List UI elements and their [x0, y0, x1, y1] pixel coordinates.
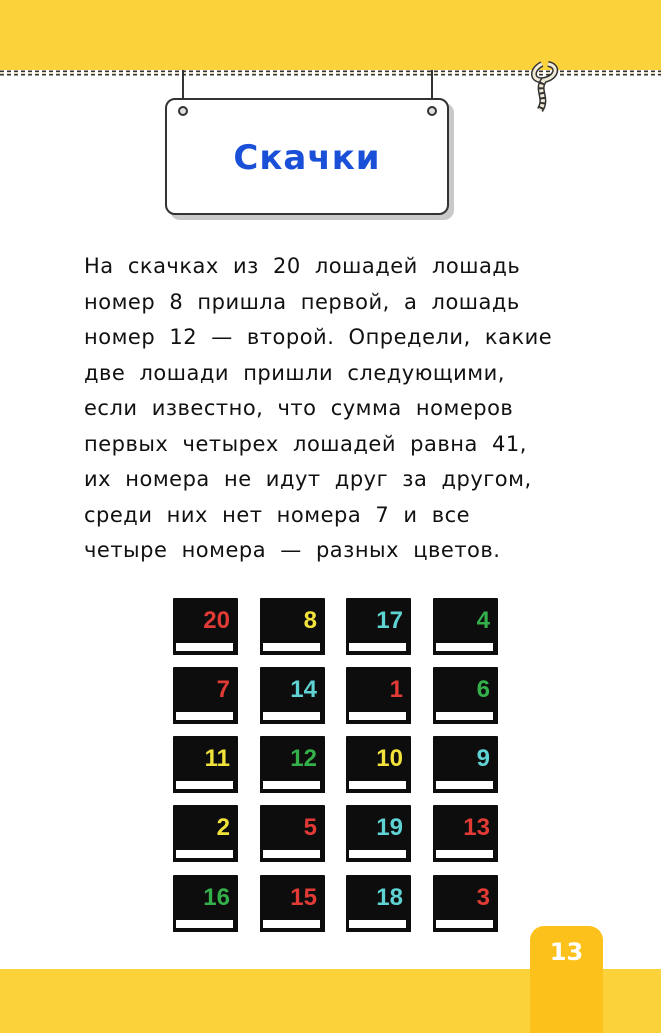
horse-tile [173, 805, 238, 862]
horse-tile [260, 736, 325, 793]
horse-tile [346, 805, 411, 862]
horse-tile [433, 667, 498, 724]
tile-face [433, 598, 498, 643]
tile-face [173, 736, 238, 781]
horse-number: 18 [376, 884, 403, 911]
page-number-tab [530, 926, 603, 1033]
horse-number: 13 [463, 814, 490, 841]
tile-face [260, 598, 325, 643]
horse-number: 3 [476, 884, 490, 911]
tile-face [346, 875, 411, 920]
tile-face [433, 875, 498, 920]
page-number: 13 [549, 938, 584, 966]
tile-base [433, 919, 498, 932]
horse-tile [173, 875, 238, 932]
horse-number: 15 [290, 884, 317, 911]
problem-text [84, 249, 584, 569]
tile-base [173, 642, 238, 655]
horse-tile [346, 736, 411, 793]
horse-tile [346, 875, 411, 932]
tile-face [433, 805, 498, 850]
horse-tile [173, 667, 238, 724]
tile-face [173, 667, 238, 712]
text-line: две лошади пришли следующими, [84, 360, 505, 385]
text-line: четыре номера — разных цветов. [84, 538, 501, 562]
sign-hole-right [427, 106, 437, 116]
tile-face [260, 875, 325, 920]
text-line: номер 12 — второй. Определи, какие [84, 325, 553, 349]
text-line: если известно, что сумма номеров [84, 396, 514, 420]
text-line: На скачках из 20 лошадей лошадь [84, 254, 521, 278]
horse-number: 4 [476, 607, 490, 634]
horse-number: 8 [303, 607, 317, 634]
horse-number: 7 [216, 676, 230, 703]
tile-base [346, 642, 411, 655]
tile-base [260, 849, 325, 862]
tile-base [433, 849, 498, 862]
horse-number: 1 [389, 676, 403, 703]
tile-base [346, 919, 411, 932]
tile-face [346, 805, 411, 850]
horse-number: 19 [376, 814, 403, 841]
horse-tile [260, 805, 325, 862]
text-line: их номера не идут друг за другом, [84, 467, 532, 491]
horse-number: 10 [376, 745, 403, 772]
horse-tile [260, 667, 325, 724]
horse-tile [260, 875, 325, 932]
horse-tile [173, 598, 238, 655]
horse-tile [260, 598, 325, 655]
sign-hole-left [178, 106, 188, 116]
title-sign [165, 98, 449, 215]
tile-base [173, 919, 238, 932]
tile-base [260, 711, 325, 724]
horse-number: 2 [216, 814, 230, 841]
horse-tile [433, 736, 498, 793]
horse-number: 16 [203, 884, 230, 911]
horse-number: 11 [204, 745, 230, 772]
tile-face [346, 598, 411, 643]
tile-face [260, 805, 325, 850]
horse-number: 17 [376, 607, 403, 634]
horse-tile [433, 875, 498, 932]
tile-base [173, 711, 238, 724]
horse-number: 14 [290, 676, 317, 703]
tile-base [260, 919, 325, 932]
text-line: среди них нет номера 7 и все [84, 502, 471, 527]
text-line: первых четырех лошадей равна 41, [84, 431, 527, 456]
page-title: Скачки [233, 138, 381, 178]
tile-face [260, 736, 325, 781]
tile-face [173, 598, 238, 643]
horse-number: 5 [303, 814, 317, 841]
tile-face [433, 736, 498, 781]
horse-tile [433, 598, 498, 655]
horse-number: 20 [203, 607, 230, 634]
tile-base [346, 780, 411, 793]
tile-base [260, 780, 325, 793]
tile-base [433, 780, 498, 793]
tile-face [346, 667, 411, 712]
horse-number: 9 [476, 745, 490, 772]
horse-number: 12 [290, 745, 317, 772]
tile-face [260, 667, 325, 712]
tile-base [260, 642, 325, 655]
tile-base [173, 849, 238, 862]
horse-tile [346, 667, 411, 724]
tile-base [433, 642, 498, 655]
horse-number-grid [173, 598, 499, 938]
tile-face [173, 875, 238, 920]
tile-base [346, 849, 411, 862]
horse-number: 6 [476, 676, 490, 703]
horse-tile [433, 805, 498, 862]
horse-tile [346, 598, 411, 655]
tile-base [433, 711, 498, 724]
horse-tile [173, 736, 238, 793]
tile-face [346, 736, 411, 781]
text-line: номер 8 пришла первой, а лошадь [84, 289, 520, 314]
tile-base [346, 711, 411, 724]
tile-face [433, 667, 498, 712]
tile-face [173, 805, 238, 850]
tile-base [173, 780, 238, 793]
